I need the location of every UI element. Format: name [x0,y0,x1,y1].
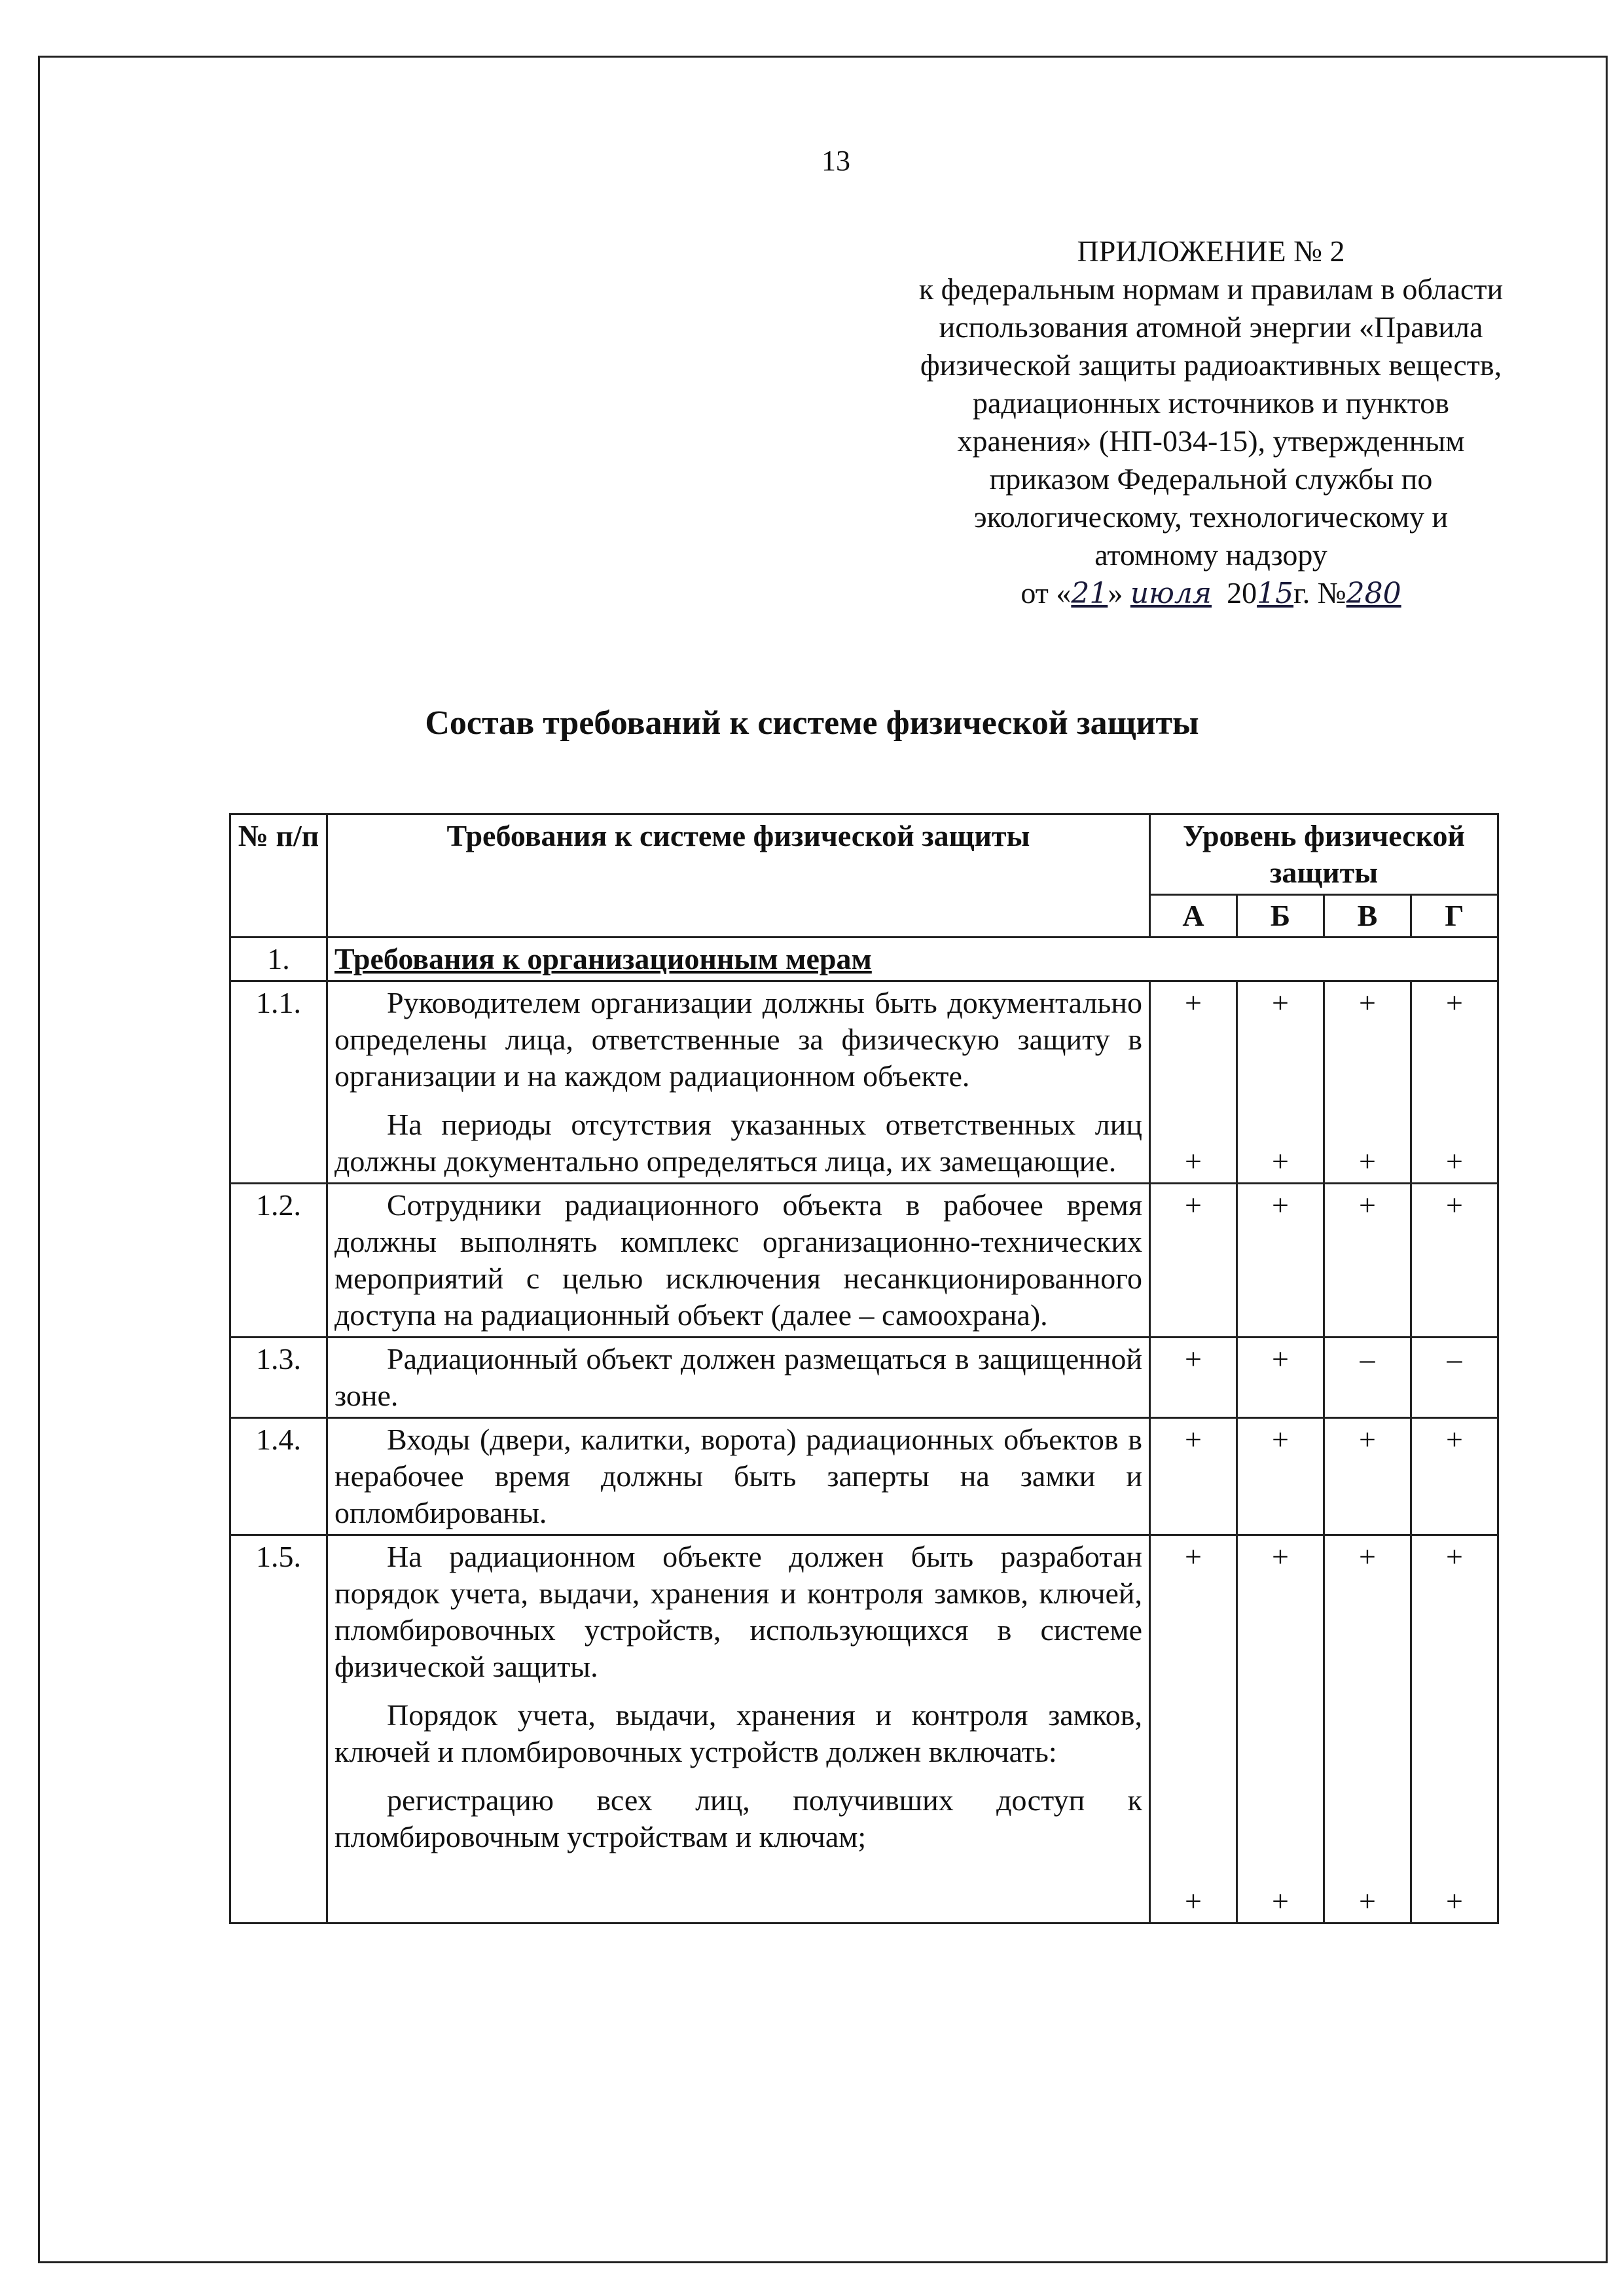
mark-cell: + [1150,1338,1237,1418]
mark-cell [1411,981,1498,1184]
requirement-paragraph: Порядок учета, выдачи, хранения и контроля замков, ключей и пломбировочных устройств должен включать: [334,1698,1142,1768]
requirement-paragraph: Руководителем организации должны быть документально определены лица, ответственные за физическую защиту в организации и на каждом радиационном объекте. [334,986,1142,1093]
mark-cell: + [1324,1184,1411,1338]
requirement-text [327,1184,1150,1338]
appendix-heading: ПРИЛОЖЕНИЕ № 2 [1077,234,1345,268]
mark-cell: + [1411,1418,1498,1535]
mark: + [1272,986,1289,1019]
header-requirements: Требования к системе физической защиты [327,814,1150,938]
table-row [230,981,1498,1184]
requirement-text [327,1418,1150,1535]
mark-cell [1237,981,1324,1184]
appendix-line: к федеральным нормам и правилам в области [918,272,1504,306]
mark-cell [1324,1535,1411,1923]
row-number: 1.5. [230,1535,327,1923]
requirement-paragraph: На радиационном объекте должен быть разработан порядок учета, выдачи, хранения и контроля замков, ключей, пломбировочных устройств, использующихся в системе физической защиты. [334,1540,1142,1683]
appendix-line: использования атомной энергии «Правила [939,310,1483,344]
mark-cell: – [1324,1338,1411,1418]
date-year-suffix: г. № [1293,576,1346,610]
date-day: 21 [1071,577,1108,610]
mark: + [1185,1540,1202,1573]
date-sep: » [1108,576,1123,610]
appendix-line: хранения» (НП-034-15), утвержденным [957,424,1465,458]
section-number: 1. [230,938,327,981]
date-prefix: от « [1020,576,1072,610]
mark: + [1185,1884,1202,1918]
requirement-paragraph: Радиационный объект должен размещаться в защищенной зоне. [334,1342,1142,1412]
requirement-text [327,1338,1150,1418]
mark-cell: + [1237,1418,1324,1535]
level-g: Г [1411,895,1498,938]
requirements-table [229,813,1499,1924]
table-row [230,1184,1498,1338]
section-row [230,938,1498,981]
document-title: Состав требований к системе физической защиты [425,704,1199,742]
mark: + [1272,1884,1289,1918]
mark: + [1446,1540,1463,1573]
appendix-line: атомному надзору [1094,538,1327,572]
requirement-text [327,1535,1150,1923]
mark: + [1359,1884,1376,1918]
mark: + [1185,986,1202,1019]
mark-cell [1237,1535,1324,1923]
header-protection-level: Уровень физической защиты [1150,814,1498,895]
requirement-paragraph: Сотрудники радиационного объекта в рабочее время должны выполнять комплекс организационно-технических мероприятий с целью исключения несанкционированного доступа на радиационный объект (далее – самоохрана). [334,1188,1142,1332]
mark-cell: + [1150,1184,1237,1338]
table-row [230,1418,1498,1535]
header-number: № п/п [230,814,327,938]
row-number: 1.3. [230,1338,327,1418]
requirement-paragraph: Входы (двери, калитки, ворота) радиационных объектов в нерабочее время должны быть заперты на замки и опломбированы. [334,1423,1142,1529]
appendix-line: приказом Федеральной службы по [989,462,1433,496]
page-number: 13 [821,145,850,177]
table-row [230,1535,1498,1923]
appendix-line: физической защиты радиоактивных веществ, [920,348,1502,382]
row-number: 1.2. [230,1184,327,1338]
appendix-line: радиационных источников и пунктов [973,386,1449,420]
row-number: 1.4. [230,1418,327,1535]
mark-cell: + [1237,1184,1324,1338]
level-b: Б [1237,895,1324,938]
mark-cell [1150,1535,1237,1923]
level-v: В [1324,895,1411,938]
order-date-line [851,574,1571,613]
mark: + [1446,986,1463,1019]
mark-cell: + [1324,1418,1411,1535]
mark-cell [1150,981,1237,1184]
mark: + [1359,986,1376,1019]
appendix-block [851,232,1571,613]
row-number: 1.1. [230,981,327,1184]
date-year: 15 [1257,577,1294,610]
order-number: 280 [1346,577,1401,610]
mark: + [1359,1540,1376,1573]
date-month: июля [1130,577,1212,610]
mark-cell [1411,1535,1498,1923]
requirement-paragraph: На периоды отсутствия указанных ответственных лиц должны документально определяться лица, их замещающие. [334,1108,1142,1178]
mark: + [1446,1884,1463,1918]
appendix-line: экологическому, технологическому и [973,500,1449,534]
mark-cell [1324,981,1411,1184]
mark: + [1185,1144,1202,1178]
section-title: Требования к организационным мерам [327,938,1498,981]
mark-cell: – [1411,1338,1498,1418]
level-a: А [1150,895,1237,938]
requirement-text [327,981,1150,1184]
table-row [230,1338,1498,1418]
mark: + [1446,1144,1463,1178]
date-year-prefix: 20 [1227,576,1257,610]
mark: + [1272,1144,1289,1178]
requirement-paragraph: регистрацию всех лиц, получивших доступ к пломбировочным устройствам и ключам; [334,1783,1142,1853]
mark-cell: + [1237,1338,1324,1418]
mark-cell: + [1150,1418,1237,1535]
mark-cell: + [1411,1184,1498,1338]
mark: + [1272,1540,1289,1573]
mark: + [1359,1144,1376,1178]
